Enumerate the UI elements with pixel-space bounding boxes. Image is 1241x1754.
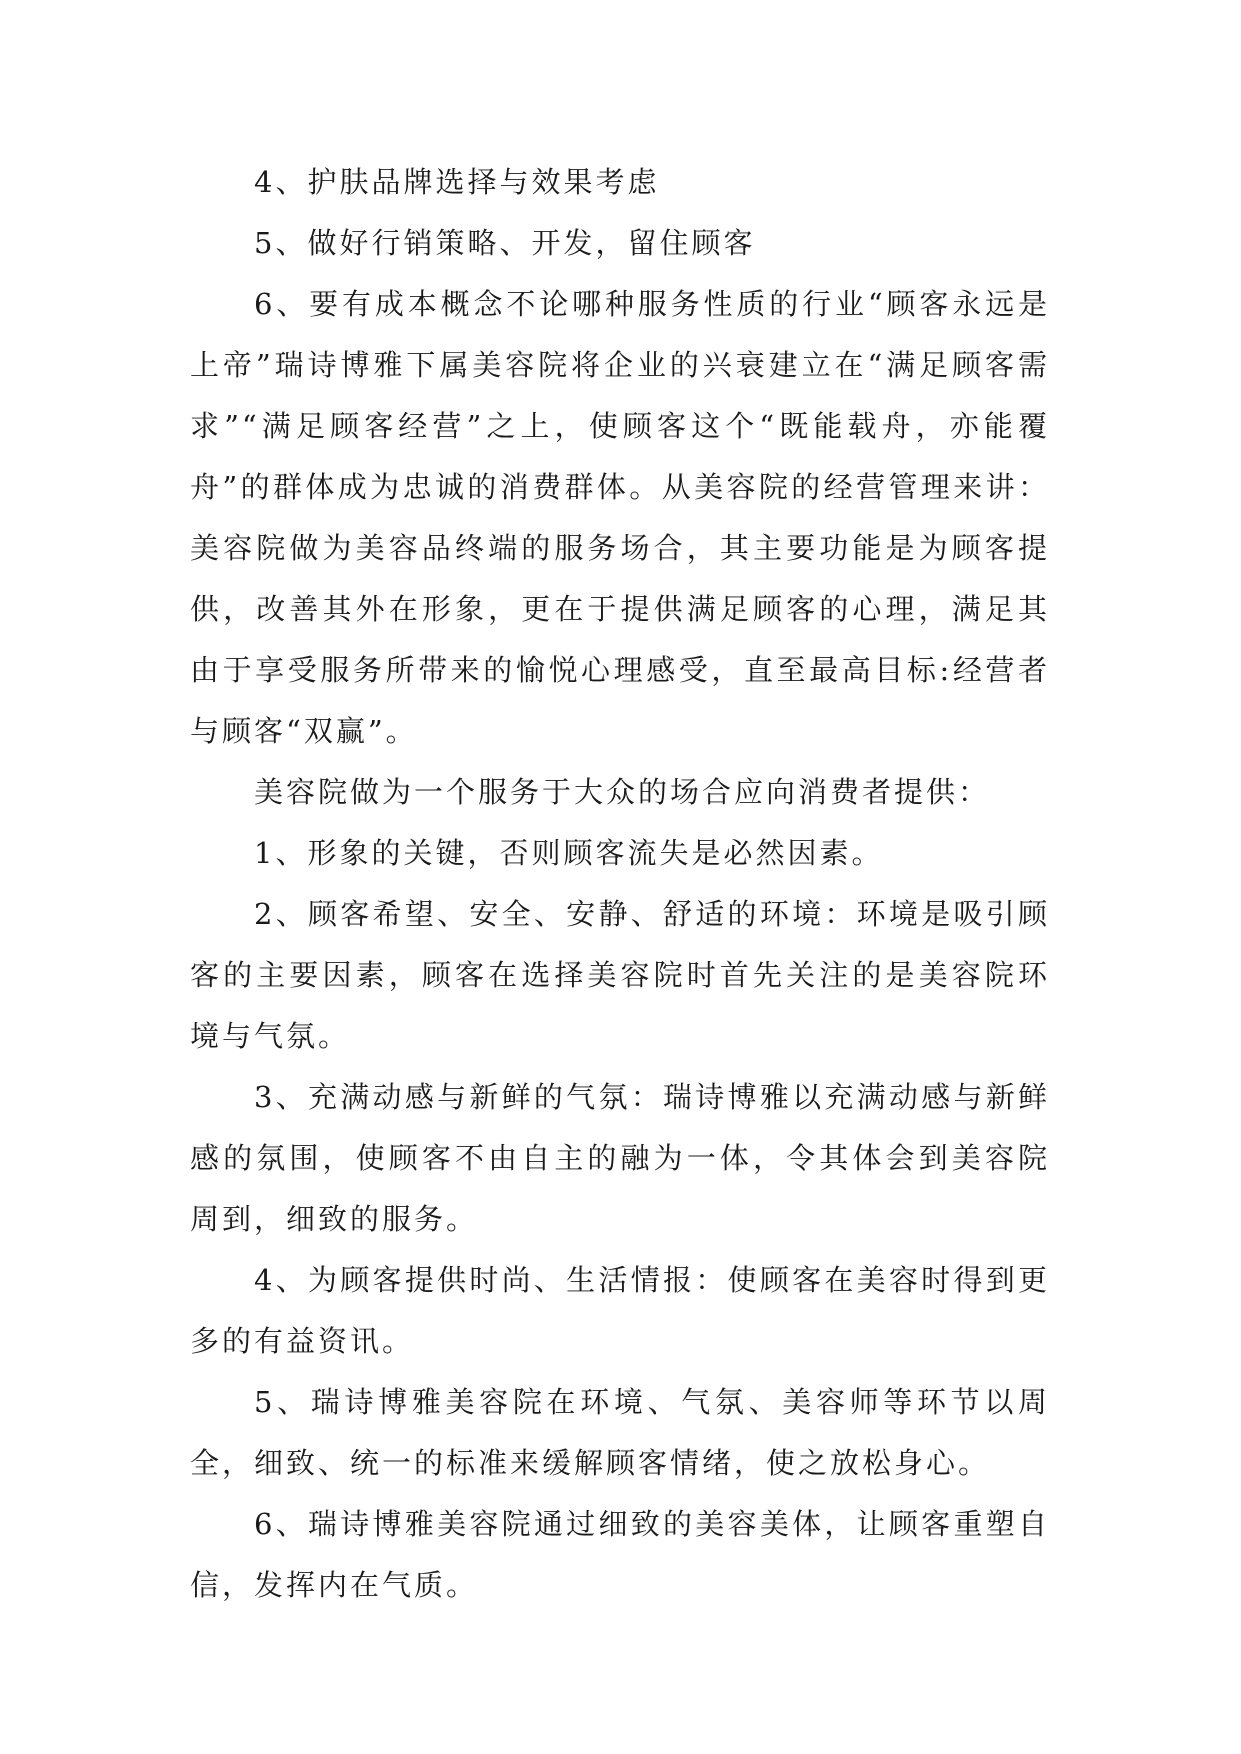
paragraph-point-3-atmosphere: 3、充满动感与新鲜的气氛：瑞诗博雅以充满动感与新鲜感的氛围，使顾客不由自主的融为一体，令其体会到美容院周到，细致的服务。 — [190, 1080, 1050, 1236]
paragraph-point-6-confidence: 6、瑞诗博雅美容院通过细致的美容美体，让顾客重塑自信，发挥内在气质。 — [190, 1507, 1050, 1602]
paragraph-point-2-environment: 2、顾客希望、安全、安静、舒适的环境：环境是吸引顾客的主要因素，顾客在选择美容院时首先关注的是美容院环境与气氛。 — [190, 897, 1050, 1053]
paragraph-point-4-information: 4、为顾客提供时尚、生活情报：使顾客在美容时得到更多的有益资讯。 — [190, 1263, 1050, 1358]
document-body — [190, 152, 1050, 1616]
paragraph-salon-provides-intro: 美容院做为一个服务于大众的场合应向消费者提供： — [254, 775, 991, 809]
paragraph-item-6-cost-concept: 6、要有成本概念不论哪种服务性质的行业“顾客永远是上帝”瑞诗博雅下属美容院将企业的兴衰建立在“满足顾客需求”“满足顾客经营”之上，使顾客这个“既能载舟，亦能覆舟”的群体成为忠诚的消费群体。从美容院的经营管理来讲：美容院做为美容品终端的服务场合，其主要功能是为顾客提供，改善其外在形象，更在于提供满足顾客的心理，满足其由于享受服务所带来的愉悦心理感受，直至最高目标:经营者与顾客“双赢”。 — [190, 287, 1050, 748]
paragraph-item-4-skincare: 4、护肤品牌选择与效果考虑 — [254, 165, 660, 199]
paragraph-item-5-marketing: 5、做好行销策略、开发，留住顾客 — [254, 226, 756, 260]
paragraph-point-5-standards: 5、瑞诗博雅美容院在环境、气氛、美容师等环节以周全，细致、统一的标准来缓解顾客情绪，使之放松身心。 — [190, 1385, 1050, 1480]
paragraph-point-1-image: 1、形象的关键，否则顾客流失是必然因素。 — [254, 836, 884, 870]
